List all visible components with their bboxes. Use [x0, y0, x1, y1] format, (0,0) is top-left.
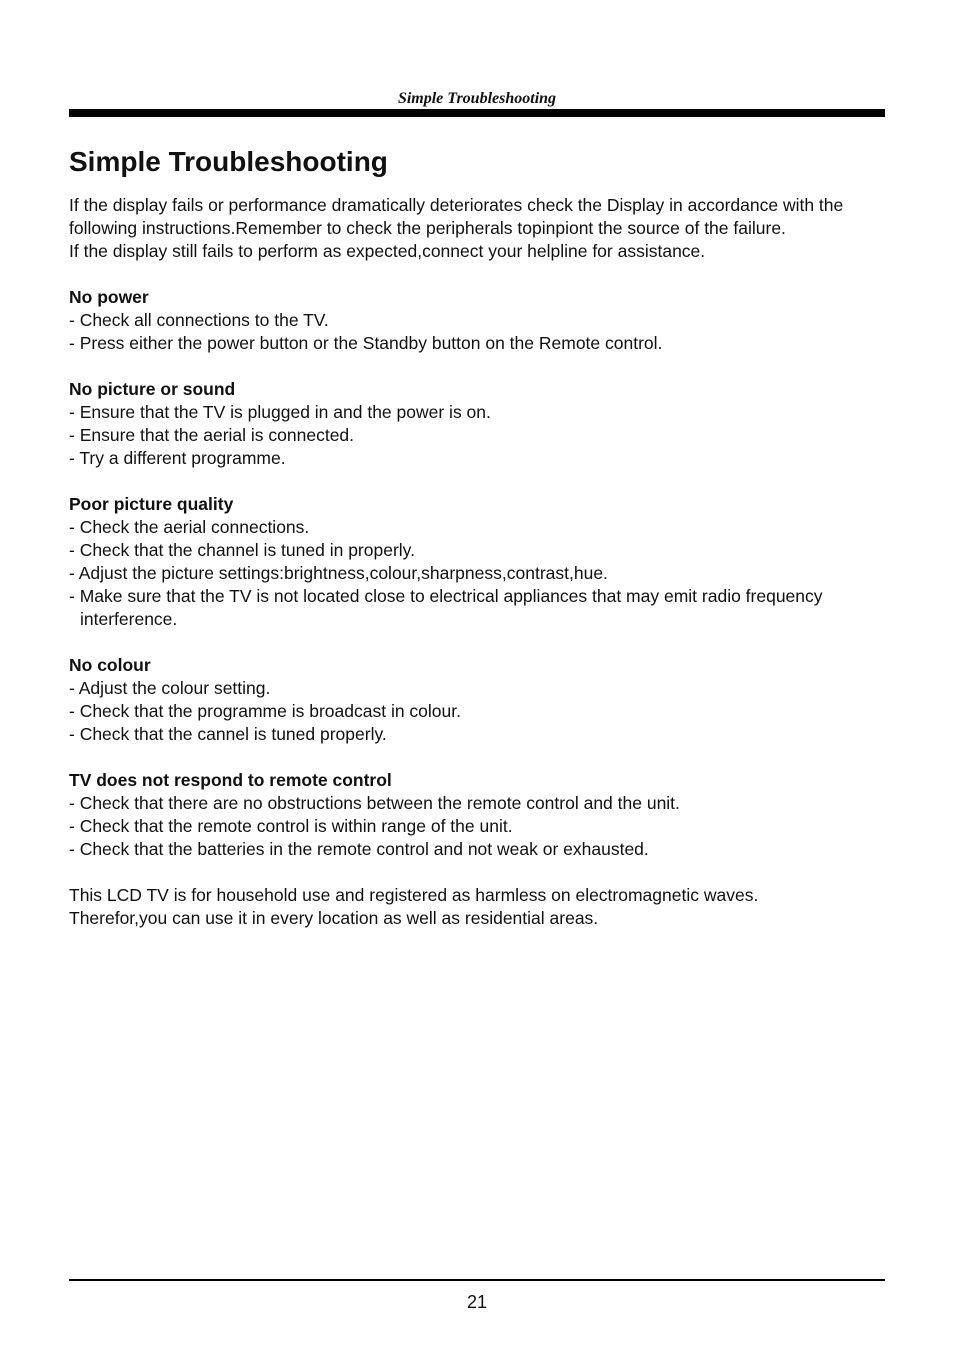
list-item: - Check all connections to the TV.	[69, 310, 329, 330]
list-item: - Check that the cannel is tuned properly.	[69, 724, 387, 744]
closing-note	[69, 884, 889, 930]
list-item: - Check that there are no obstructions between the remote control and the unit.	[69, 793, 680, 813]
intro-paragraph-1: If the display fails or performance dramatically deteriorates check the Display in accordance with the following instructions.Remember to check the peripherals topinpiont the source of the failure.	[69, 195, 844, 238]
list-item: - Try a different programme.	[69, 448, 286, 468]
page-content	[69, 143, 889, 930]
header-rule	[69, 109, 885, 117]
list-item: - Check the aerial connections.	[69, 517, 310, 537]
section-heading: No colour	[69, 655, 151, 675]
list-item: - Check that the programme is broadcast in colour.	[69, 701, 461, 721]
section-no-picture-or-sound	[69, 378, 889, 470]
spacer	[69, 355, 889, 378]
footer-rule	[69, 1279, 885, 1281]
intro-paragraph-2: If the display still fails to perform as expected,connect your helpline for assistance.	[69, 241, 706, 261]
page-title: Simple Troubleshooting	[69, 146, 388, 177]
intro	[69, 194, 889, 263]
section-heading: No picture or sound	[69, 379, 236, 399]
section-remote-control	[69, 769, 889, 861]
section-heading: TV does not respond to remote control	[69, 770, 392, 790]
spacer	[69, 631, 889, 654]
list-item: - Adjust the picture settings:brightness,colour,sharpness,contrast,hue.	[69, 563, 608, 583]
section-heading: No power	[69, 287, 149, 307]
list-item: - Check that the batteries in the remote control and not weak or exhausted.	[69, 839, 649, 859]
closing-line-2: Therefor,you can use it in every location as well as residential areas.	[69, 908, 599, 928]
list-item: - Ensure that the TV is plugged in and the power is on.	[69, 402, 491, 422]
section-no-power	[69, 286, 889, 355]
spacer	[69, 263, 889, 286]
section-no-colour	[69, 654, 889, 746]
list-item: - Check that the remote control is within range of the unit.	[69, 816, 513, 836]
section-heading: Poor picture quality	[69, 494, 234, 514]
list-item: - Ensure that the aerial is connected.	[69, 425, 355, 445]
closing-line-1: This LCD TV is for household use and registered as harmless on electromagnetic waves.	[69, 885, 759, 905]
spacer	[69, 746, 889, 769]
list-item: - Make sure that the TV is not located close to electrical appliances that may emit radio frequency interference.	[69, 586, 823, 629]
running-header: Simple Troubleshooting	[397, 90, 557, 107]
list-item: - Adjust the colour setting.	[69, 678, 271, 698]
list-item: - Press either the power button or the Standby button on the Remote control.	[69, 333, 663, 353]
list-item: - Check that the channel is tuned in properly.	[69, 540, 415, 560]
page-number: 21	[466, 1292, 488, 1312]
section-poor-picture-quality	[69, 493, 889, 631]
spacer	[69, 470, 889, 493]
spacer	[69, 861, 889, 884]
